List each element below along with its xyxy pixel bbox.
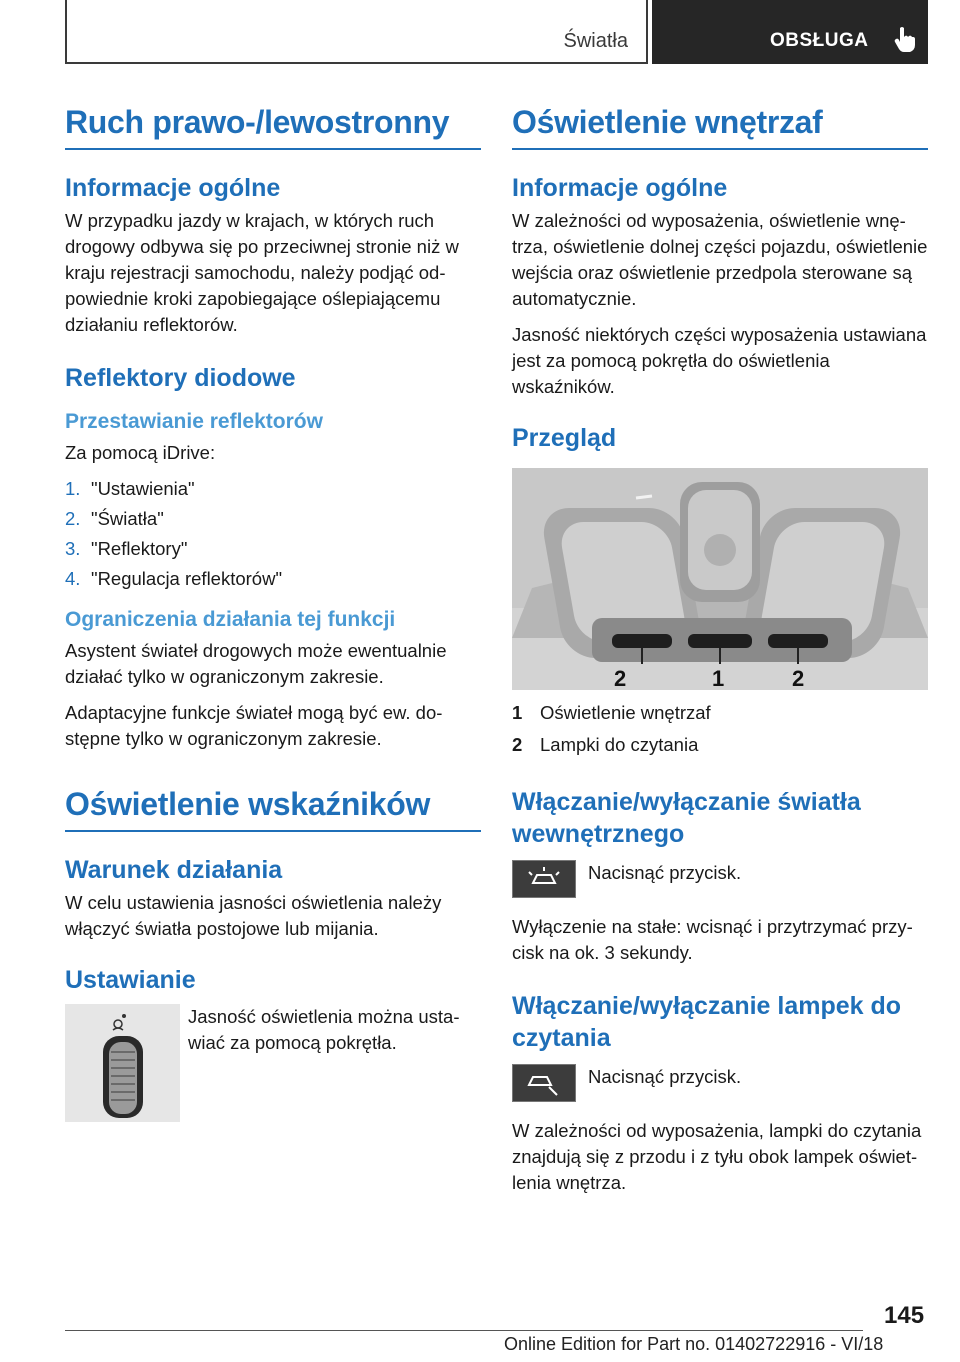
heading-oswietlenie-wskaznikow: Oświetlenie wskaźników — [65, 782, 481, 832]
legend-item: 1 Oświetlenie wnętrzaf — [512, 702, 711, 723]
right-column — [512, 100, 928, 1206]
list-item: 3. "Reflektory" — [65, 538, 188, 559]
heading-informacje-ogolne: Informacje ogólne — [65, 174, 281, 202]
heading-wlaczanie-swiatla: Włączanie/wyłączanie światła wewnętrznego — [512, 788, 861, 848]
button-row-reading — [512, 1064, 928, 1102]
list-item: 1. "Ustawienia" — [65, 478, 195, 499]
interior-light-button-icon — [512, 860, 576, 898]
reading-light-button-icon — [512, 1064, 576, 1102]
paragraph-adaptacyjne: Adaptacyjne funkcje świateł mogą być ew. dostępne tylko w ograniczonym zakresie. — [65, 702, 443, 749]
paragraph-wylaczenie: Wyłączenie na stałe: wcisnąć i przytrzymać przycisk na ok. 3 sekundy. — [512, 916, 913, 963]
header-chapter-tab[interactable] — [652, 0, 928, 64]
heading-ograniczenia: Ograniczenia działania tej funkcji — [65, 608, 396, 631]
paragraph-zaleznosci: W zależności od wyposażenia, lampki do czytania znajdują się z przodu i z tyłu obok lampek oświetlenia wnętrza. — [512, 1120, 922, 1193]
footer-edition: Online Edition for Part no. 01402722916 - VI/18 — [504, 1334, 884, 1354]
heading-przestawianie: Przestawianie reflektorów — [65, 410, 323, 433]
heading-warunek: Warunek działania — [65, 856, 283, 884]
heading-reflektory-diodowe: Reflektory diodowe — [65, 364, 296, 392]
header-chapter-label: OBSŁUGA — [770, 30, 869, 51]
legend-item: 2 Lampki do czytania — [512, 734, 699, 755]
paragraph-info-1: W zależności od wyposażenia, oświetlenie wnętrza, oświetlenie dolnej części pojazdu, oświetlenie wejścia oraz oświetlenie przedpola sterowane są automatycznie. — [512, 210, 928, 309]
left-column — [65, 100, 481, 1122]
heading-przeglad: Przegląd — [512, 424, 617, 452]
list-item: 2. "Światła" — [65, 508, 164, 529]
paragraph-info-2: Jasność niektórych części wyposażenia ustawiana jest za pomocą pokrętła do oświetlenia wskaźników. — [512, 324, 927, 397]
paragraph-info: W przypadku jazdy w krajach, w których ruch drogowy odbywa się po przeciwnej stronie niż w kraju rejestracji samochodu, należy podjąć odpowiednie kroki zapobiegające oślepiającemu działaniu reflektorów. — [65, 210, 459, 335]
hand-pointer-icon — [894, 26, 916, 52]
button-row-interior — [512, 860, 928, 898]
paragraph-nacisnac-2: Nacisnąć przycisk. — [588, 1066, 742, 1087]
paragraph-ustawianie: Jasność oświetlenia można ustawiać za pomocą pokrętła. — [188, 1006, 460, 1053]
paragraph-nacisnac-1: Nacisnąć przycisk. — [588, 862, 742, 883]
heading-informacje-ogolne-right: Informacje ogólne — [512, 174, 728, 202]
paragraph-asystent: Asystent świateł drogowych może ewentualnie działać tylko w ograniczonym zakresie. — [65, 640, 447, 687]
callout-2-left: 2 — [614, 666, 627, 690]
heading-ruch: Ruch prawo-/lewostronny — [65, 100, 481, 150]
footer-divider — [65, 1330, 863, 1331]
header-section-box — [65, 0, 648, 64]
paragraph-za-pomoca: Za pomocą iDrive: — [65, 442, 216, 463]
callout-1: 1 — [712, 666, 725, 690]
paragraph-warunek: W celu ustawienia jasności oświetlenia należy włączyć światła postojowe lub mijania. — [65, 892, 442, 939]
callout-2-right: 2 — [792, 666, 805, 690]
legend — [512, 700, 928, 758]
page-number: 145 — [884, 1302, 925, 1329]
interior-light-photo — [512, 468, 928, 690]
list-item: 4. "Regulacja reflektorów" — [65, 568, 283, 589]
ustawianie-block — [65, 1004, 481, 1122]
dimmer-wheel-image — [65, 1004, 180, 1122]
heading-ustawianie: Ustawianie — [65, 966, 196, 994]
heading-oswietlenie-wnetrza: Oświetlenie wnętrzaf — [512, 100, 928, 150]
heading-wlaczanie-lampek: Włączanie/wyłączanie lampek do czytania — [512, 992, 902, 1052]
header-section-title: Światła — [563, 30, 628, 52]
steps-list — [65, 476, 481, 592]
